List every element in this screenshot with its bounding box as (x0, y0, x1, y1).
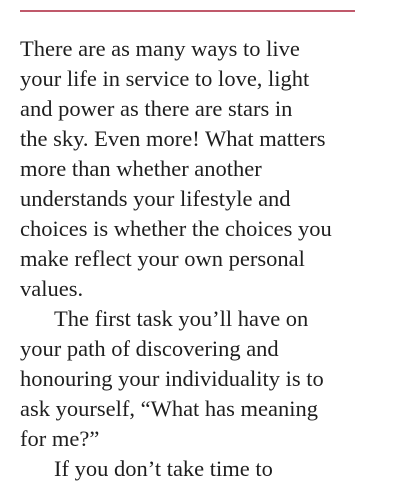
text-line: honouring your individuality is to (20, 366, 324, 391)
text-line: the sky. Even more! What matters (20, 126, 326, 151)
text-line: and power as there are stars in (20, 96, 293, 121)
text-line: for me?” (20, 426, 100, 451)
paragraph-3 (20, 454, 390, 484)
top-divider (20, 10, 355, 12)
text-line: more than whether another (20, 156, 262, 181)
text-line: The first task you’ll have on (54, 306, 309, 331)
text-line: your life in service to love, light (20, 66, 310, 91)
text-line: values. (20, 276, 84, 301)
text-line: If you don’t take time to (54, 456, 273, 481)
text-line: choices is whether the choices you (20, 216, 332, 241)
body-text (20, 34, 390, 484)
text-line: your path of discovering and (20, 336, 279, 361)
text-line: understands your lifestyle and (20, 186, 291, 211)
text-line: ask yourself, “What has meaning (20, 396, 319, 421)
text-line: make reflect your own personal (20, 246, 305, 271)
text-line: There are as many ways to live (20, 36, 300, 61)
paragraph-2 (20, 304, 390, 454)
paragraph-1 (20, 34, 390, 304)
